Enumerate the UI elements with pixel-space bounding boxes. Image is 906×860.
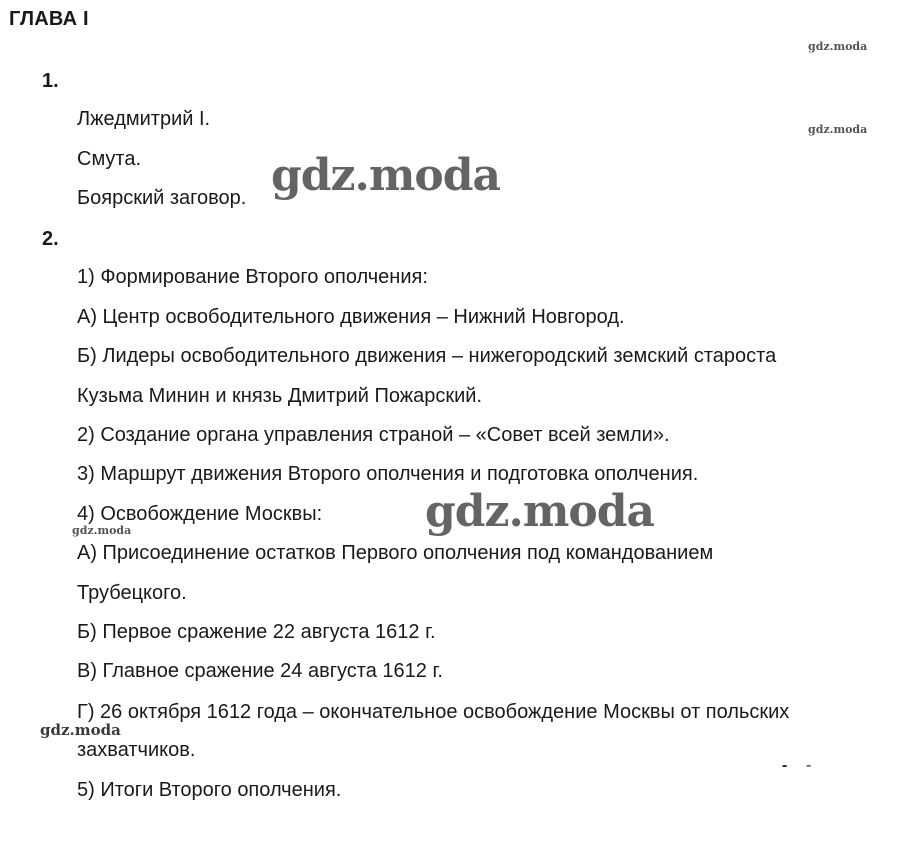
section-line: Трубецкого. [77, 582, 187, 604]
watermark: gdz.moda [72, 524, 132, 537]
watermark: gdz.moda [808, 123, 868, 136]
section-line: А) Присоединение остатков Первого ополчения под командованием [77, 542, 714, 564]
section-line: 5) Итоги Второго ополчения. [77, 779, 342, 801]
section-line: Смута. [77, 148, 142, 170]
dash-mark: - [806, 757, 812, 774]
section-line: 3) Маршрут движения Второго ополчения и подготовка ополчения. [77, 463, 699, 485]
section-line: Лжедмитрий I. [77, 108, 211, 130]
dash-mark: - [782, 757, 788, 774]
watermark: gdz.moda [425, 486, 655, 537]
section-line: А) Центр освободительного движения – Нижний Новгород. [77, 306, 625, 328]
section-line: Б) Лидеры освободительного движения – нижегородский земский староста [77, 345, 777, 367]
watermark: gdz.moda [271, 150, 501, 201]
section-number: 1. [42, 70, 59, 92]
section-line: 1) Формирование Второго ополчения: [77, 266, 428, 288]
section-line: В) Главное сражение 24 августа 1612 г. [77, 660, 443, 682]
section-line: Г) 26 октября 1612 года – окончательное освобождение Москвы от польских [77, 701, 790, 723]
section-line: 2) Создание органа управления страной – «Совет всей земли». [77, 424, 670, 446]
section-line: захватчиков. [77, 739, 196, 761]
section-line: 4) Освобождение Москвы: [77, 503, 323, 525]
section-line: Кузьма Минин и князь Дмитрий Пожарский. [77, 385, 483, 407]
chapter-title: ГЛАВА I [9, 8, 89, 30]
section-number: 2. [42, 228, 59, 250]
watermark: gdz.moda [40, 721, 121, 739]
section-line: Б) Первое сражение 22 августа 1612 г. [77, 621, 436, 643]
section-line: Боярский заговор. [77, 187, 247, 209]
watermark: gdz.moda [808, 40, 868, 53]
